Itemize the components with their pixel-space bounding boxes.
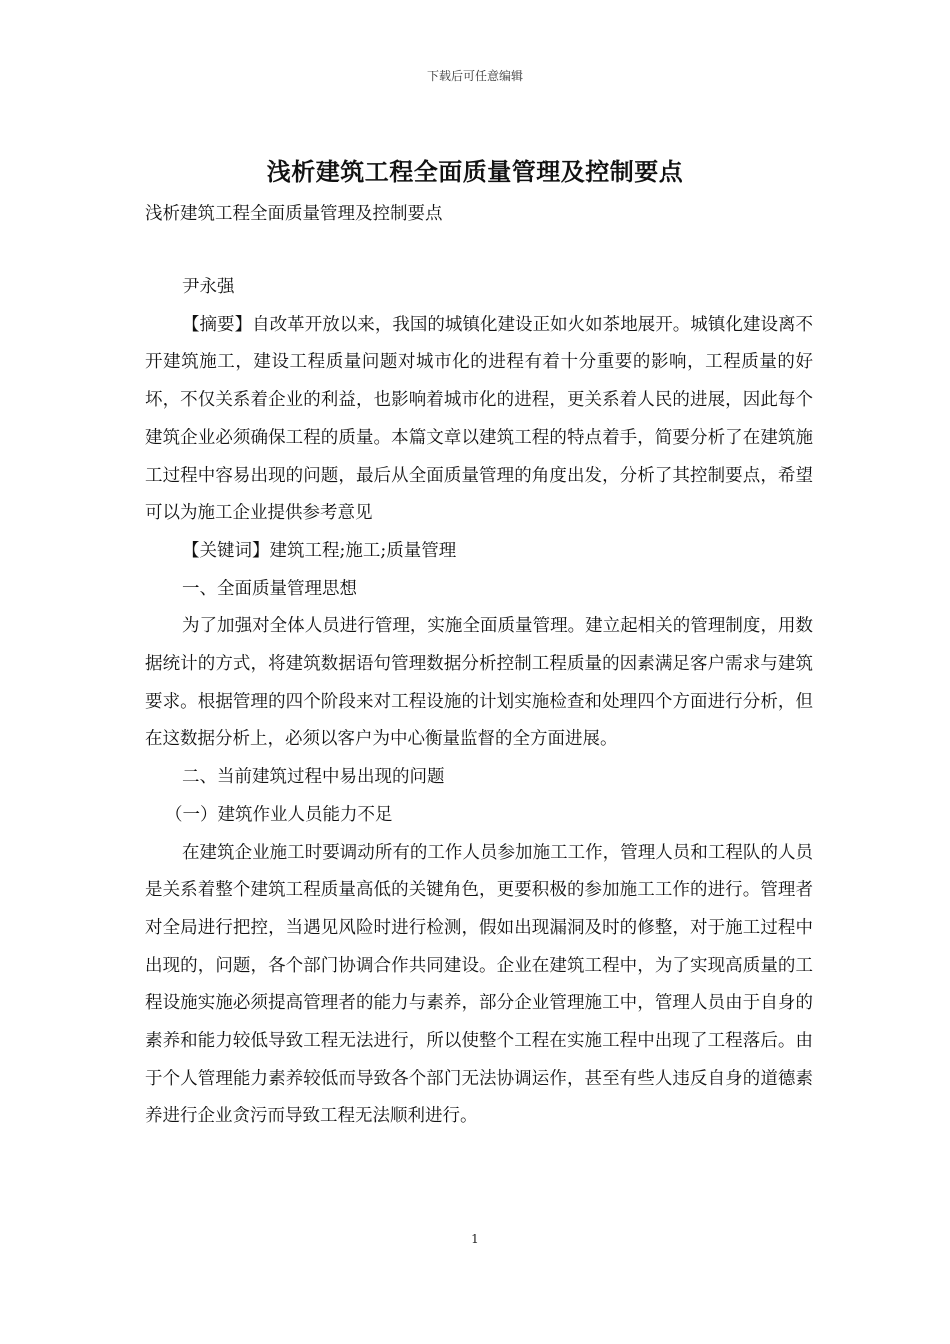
page-number: 1: [471, 1232, 479, 1246]
section-2-heading: 二、当前建筑过程中易出现的问题: [182, 767, 445, 788]
section-1-heading: 一、全面质量管理思想: [182, 578, 357, 599]
document-subtitle: 浅析建筑工程全面质量管理及控制要点: [145, 204, 443, 224]
document-title: 浅析建筑工程全面质量管理及控制要点: [266, 158, 684, 186]
section-2-subheading-1: （一）建筑作业人员能力不足: [165, 804, 393, 825]
abstract-paragraph: 【摘要】自改革开放以来，我国的城镇化建设正如火如茶地展开。城镇化建设离不开建筑施工，建设工程质量问题对城市化的进程有着十分重要的影响，工程质量的好坏，不仅关系着企业的利益，也影响着城市化的进程，更关系着人民的进展，因此每个建筑企业必须确保工程的质量。本篇文章以建筑工程的特点着手，简要分析了在建筑施工过程中容易出现的问题，最后从全面质量管理的角度出发，分析了其控制要点，希望可以为施工企业提供参考意见: [145, 314, 813, 524]
keywords-line: 【关键词】建筑工程;施工;质量管理: [182, 540, 457, 561]
document-body: [145, 269, 813, 1136]
section-1-paragraph: 为了加强对全体人员进行管理，实施全面质量管理。建立起相关的管理制度，用数据统计的方式，将建筑数据语句管理数据分析控制工程质量的因素满足客户需求与建筑要求。根据管理的四个阶段来对工程设施的计划实施检查和处理四个方面进行分析，但在这数据分析上，必须以客户为中心衡量监督的全方面进展。: [145, 616, 813, 750]
page-header-note: 下载后可任意编辑: [426, 69, 523, 83]
author-line: 尹永强: [182, 277, 235, 297]
section-2-sub1-paragraph: 在建筑企业施工时要调动所有的工作人员参加施工工作，管理人员和工程队的人员是关系着整个建筑工程质量高低的关键角色，更要积极的参加施工工作的进行。管理者对全局进行把控，当遇见风险时进行检测，假如出现漏洞及时的修整，对于施工过程中出现的，问题，各个部门协调合作共同建设。企业在建筑工程中，为了实现高质量的工程设施实施必须提高管理者的能力与素养，部分企业管理施工中，管理人员由于自身的素养和能力较低导致工程无法进行，所以使整个工程在实施工程中出现了工程落后。由于个人管理能力素养较低而导致各个部门无法协调运作，甚至有些人违反自身的道德素养进行企业贪污而导致工程无法顺利进行。: [145, 842, 813, 1127]
